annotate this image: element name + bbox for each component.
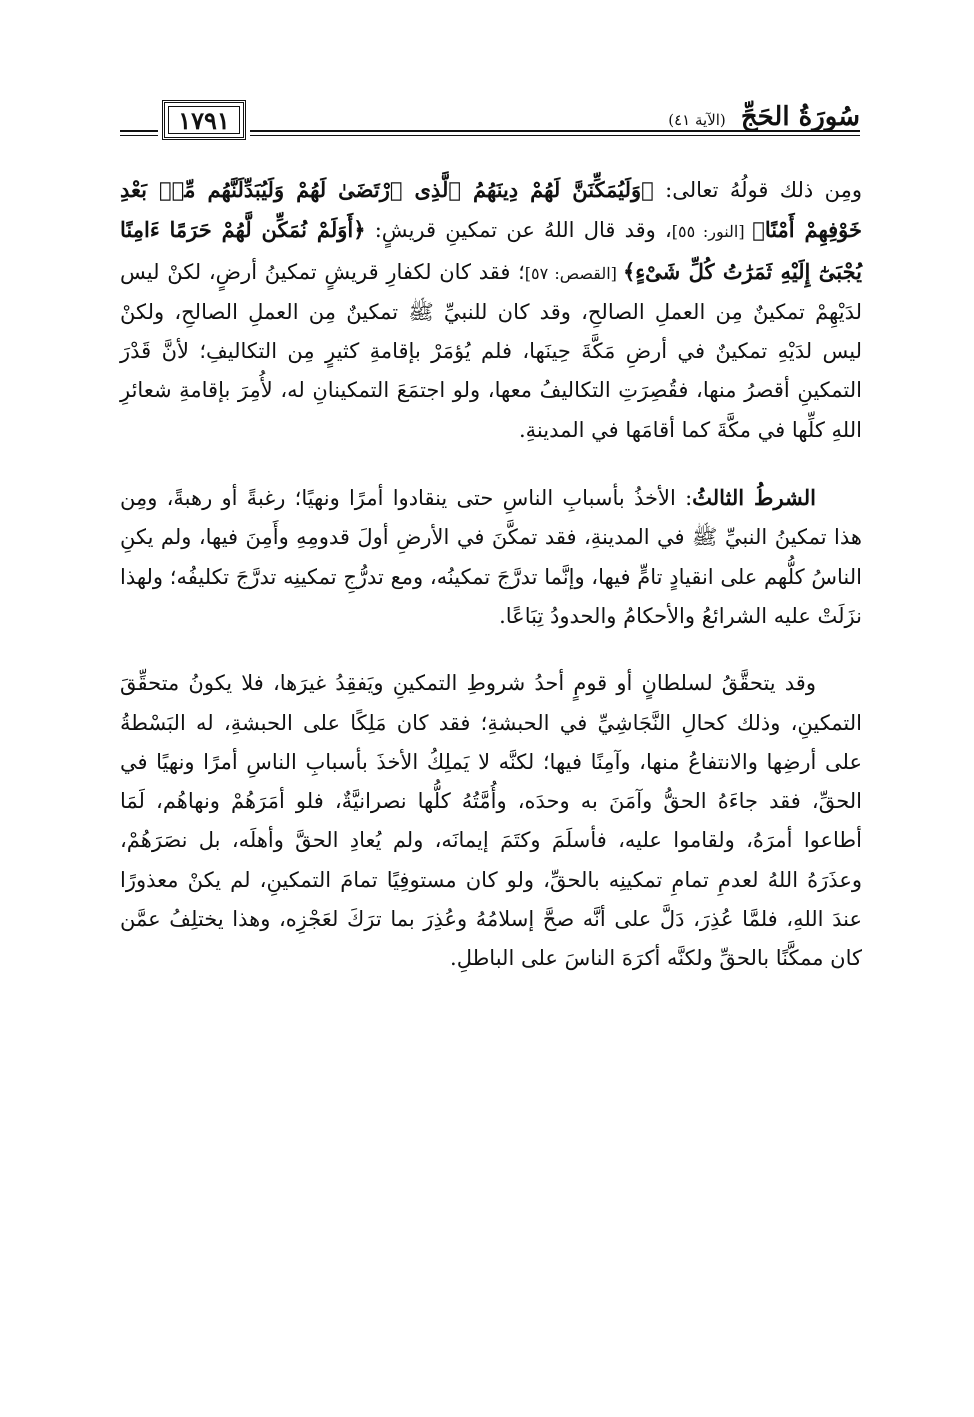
header-rule (250, 130, 860, 136)
page-number (162, 100, 246, 140)
paragraph-text: ، وقد قال اللهُ عن تمكينِ قريشٍ: (365, 218, 672, 243)
paragraph-3 (120, 664, 862, 978)
page-header (120, 100, 860, 146)
paragraph-1 (120, 170, 862, 450)
header-rule-left (120, 130, 158, 136)
verse-citation: [القصص: ٥٧] (524, 263, 623, 283)
verse-citation: [النور: ٥٥] (671, 222, 753, 242)
surah-title (668, 102, 860, 132)
surah-name: سُورَةُ الحَجِّ (740, 102, 860, 132)
paragraph-text: ؛ فقد كان لكفارِ قريشٍ تمكينُ أرضٍ، لكنْ ليس لدَيْهِمْ تمكينٌ مِن العملِ الصالحِ، وقد كان للنبيِّ ﷺ تمكينٌ مِن العملِ الصالحِ، ولكنْ ليس لدَيْهِ تمكينٌ في أرضِ مَكَّةَ حِينَها، فلم يُؤمَرْ بإقامةِ كثيرٍ مِن التكاليفِ؛ لأنَّ قَدْرَ التمكينِ أقصرُ منها، فقُصِرَتِ التكاليفُ معها، ولو اجتمَعَ التمكينانِ له، لأُمِرَ بإقامةِ شعائرِ اللهِ كلِّها في مكَّةَ كما أقامَها في المدينةِ. (120, 259, 862, 442)
verse-reference: (الآية ٤١) (668, 111, 726, 129)
paragraph-text: : الأخذُ بأسبابِ الناسِ حتى ينقادوا أمرًا ونهيًا؛ رغبةً أو رهبةً، ومِن هذا تمكينُ النبيِّ ﷺ في المدينةِ، فقد تمكَّنَ في الأرضِ أولَ قدومِهِ وأَمِنَ فيها، ولم يكنِ الناسُ كلُّهم على انقيادٍ تامٍّ فيها، وإنَّما تدرَّجَ تمكينُه، ومع تدرُّجِ تمكينِه تدرَّجَ تكليفُه؛ ولهذا نزَلَتْ عليه الشرائعُ والأحكامُ والحدودُ تِبَاعًا. (120, 486, 862, 628)
section-heading: الشرطُ الثالثُ (692, 485, 817, 511)
page-body (120, 170, 862, 979)
paragraph-2 (120, 478, 862, 636)
page-number-text: ١٧٩١ (178, 105, 230, 135)
quran-verse: ﴿وَلَيُمَكِّنَنَّ لَهُمْ دِينَهُمُ ٱلَّذِى ٱرْتَضَىٰ لَهُمْ وَلَيُبَدِّلَنَّهُم مِّنۢ بَعْدِ خَوْفِهِمْ أَمْنًا﴾ (120, 177, 862, 243)
paragraph-text: ومِن ذلك قولُهُ تعالى: (653, 178, 863, 202)
paragraph-text: وقد يتحقَّقُ لسلطانٍ أو قومٍ أحدُ شروطِ التمكينِ ويَفقِدُ غيرَها، فلا يكونُ متحقِّقَ التمكينِ، وذلك كحالِ النَّجَاشِيِّ في الحبشةِ؛ فقد كان مَلِكًا على الحبشةِ، له البَسْطةُ على أرضِها والانتفاعُ منها، وآمِنًا فيها؛ لكنَّه لا يَملِكُ الأخذَ بأسبابِ الناسِ أمرًا ونهيًا في الحقِّ، فقد جاءَهُ الحقُّ وآمَنَ به وحدَه، وأُمَّتُهُ كلُّها نصرانيَّةٌ، فلو أمَرَهُمْ ونهاهُم، لَمَا أطاعوا أمرَهُ، ولقاموا عليه، فأسلَمَ وكتَمَ إيمانَه، ولم يُعادِ الحقَّ وأهلَه، بل نصَرَهُمْ، وعذَرَهُ اللهُ لعدمِ تمامِ تمكينِه بالحقِّ، ولو كان مستوفِيًا تمامَ التمكينِ، لم يكنْ معذورًا عندَ اللهِ، فلمَّا عُذِرَ، دَلَّ على أنَّه صحَّ إسلامُهُ وعُذِرَ بما ترَكَ لعَجْزِه، وهذا يختلِفُ عمَّن كان ممكَّنًا بالحقِّ ولكنَّه أكرَهَ الناسَ على الباطلِ. (120, 671, 862, 971)
quran-verse: ﴿أَوَلَمْ نُمَكِّن لَّهُمْ حَرَمًا ءَامِنًا يُجْبَىٰٓ إِلَيْهِ ثَمَرَٰتُ كُلِّ شَىْءٍ﴾ (120, 217, 862, 284)
